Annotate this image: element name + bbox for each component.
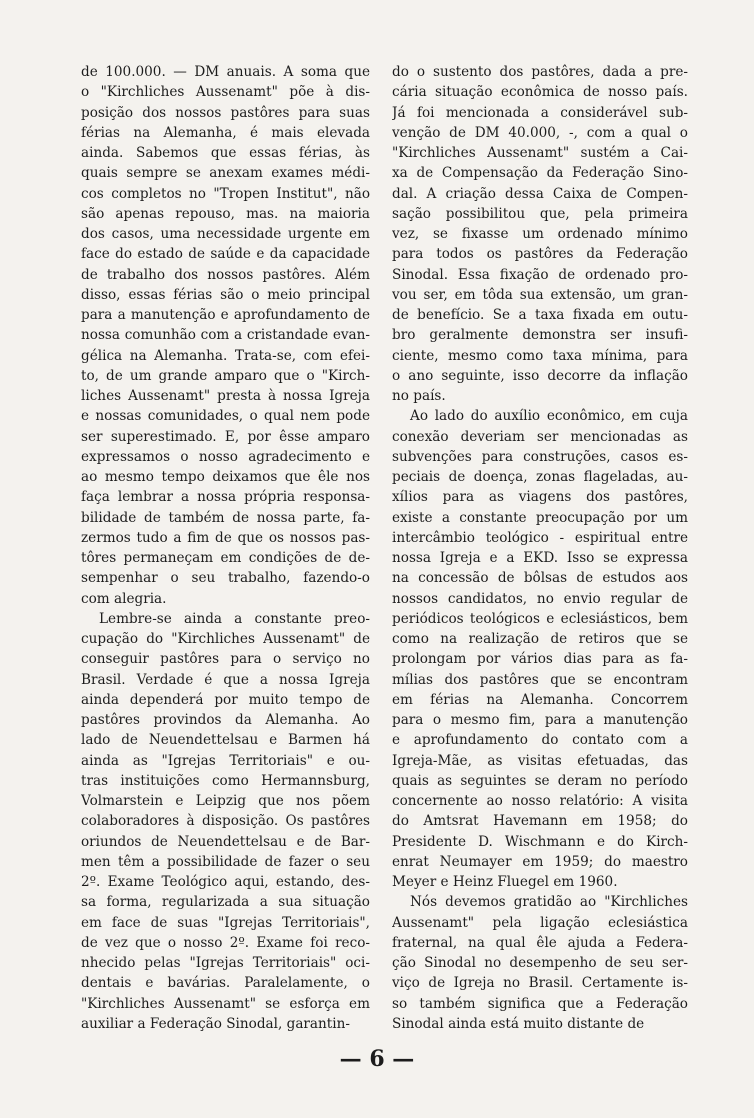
text-line: Sinodal. Essa fixação de ordenado pro-	[392, 266, 688, 283]
text-line: disso, essas férias são o meio principal	[81, 286, 370, 303]
text-line: ser superestimado. E, por êsse amparo	[81, 428, 370, 445]
text-line: nhecido pelas "Igrejas Territoriais" oci-	[81, 955, 370, 971]
text-line: dentais e bavárias. Paralelamente, o	[81, 975, 370, 992]
text-line: nossos candidatos, no envio regular de	[392, 590, 688, 607]
text-line: ção Sinodal no desempenho de seu ser-	[392, 955, 688, 971]
text-line: para a manutenção e aprofundamento de	[81, 307, 370, 323]
right-text-column	[392, 62, 688, 1034]
text-line: viço de Igreja no Brasil. Certamente is-	[392, 975, 688, 992]
text-line: zermos tudo a fim de que os nossos pas-	[81, 529, 370, 546]
text-line: nossa Igreja e a EKD. Isso se expressa	[392, 550, 688, 566]
text-line: expressamos o nosso agradecimento e	[81, 448, 370, 465]
text-line: quais sempre se anexam exames médi-	[81, 165, 370, 182]
text-line: e nossas comunidades, o qual nem pode	[81, 408, 370, 425]
text-line: xa de Compensação da Federação Sino-	[392, 165, 688, 182]
text-line: subvenções para construções, casos es-	[392, 448, 688, 465]
text-line: bro geralmente demonstra ser insufi-	[392, 327, 688, 344]
text-line: do o sustento dos pastôres, dada a pre-	[392, 64, 688, 80]
text-line: Volmarstein e Leipzig que nos põem	[81, 793, 370, 809]
text-line: como na realização de retiros que se	[392, 631, 688, 647]
text-line: Lembre-se ainda a constante preo-	[99, 610, 370, 627]
text-line: do Amtsrat Havemann em 1958; do	[392, 813, 688, 830]
text-line: Presidente D. Wischmann e do Kirch-	[392, 833, 688, 850]
text-line: de benefício. Se a taxa fixada em outu-	[392, 307, 688, 323]
text-line: Já foi mencionada a considerável sub-	[392, 104, 688, 121]
text-line: cária situação econômica de nosso país.	[392, 84, 688, 101]
page-number: — 6 —	[339, 1046, 415, 1072]
text-line: venção de DM 40.000, -, com a qual o	[392, 124, 688, 141]
text-line: vez, se fixasse um ordenado mínimo	[392, 226, 688, 242]
text-line: ainda as "Igrejas Territoriais" e ou-	[81, 752, 370, 769]
text-line: bilidade de também de nossa parte, fa-	[81, 509, 370, 526]
text-line: de trabalho dos nossos pastôres. Além	[81, 266, 370, 283]
text-line: pastôres provindos da Alemanha. Ao	[81, 712, 370, 728]
text-line: enrat Neumayer em 1959; do maestro	[392, 853, 688, 870]
text-line: para o mesmo fim, para a manutenção	[392, 712, 688, 728]
text-line: liches Aussenamt" presta à nossa Igreja	[81, 388, 370, 404]
text-line: de 100.000. — DM anuais. A soma que	[81, 64, 370, 80]
text-line: vou ser, em tôda sua extensão, um gran-	[392, 286, 688, 303]
text-line: e aprofundamento do contato com a	[392, 732, 688, 749]
text-line: faça lembrar a nossa própria responsa-	[81, 489, 370, 506]
text-line: o ano seguinte, isso decorre da inflação	[392, 367, 688, 384]
text-line: de vez que o nosso 2º. Exame foi reco-	[81, 934, 370, 951]
text-line: sação possibilitou que, pela primeira	[392, 205, 688, 222]
text-line: tôres permaneçam em condições de de-	[81, 550, 370, 566]
text-line: "Kirchliches Aussenamt" sustém a Cai-	[392, 145, 688, 161]
text-line: oriundos de Neuendettelsau e de Bar-	[81, 833, 370, 850]
text-line: ciente, mesmo como taxa mínima, para	[392, 347, 688, 364]
text-line: cos completos no "Tropen Institut", não	[81, 185, 370, 202]
text-line: 2º. Exame Teológico aqui, estando, des-	[81, 874, 370, 890]
text-line: dal. A criação dessa Caixa de Compen-	[392, 185, 688, 202]
text-line: colaboradores à disposição. Os pastôres	[81, 813, 370, 830]
text-line: so também significa que a Federação	[392, 995, 688, 1012]
text-line: em face de suas "Igrejas Territoriais",	[81, 914, 370, 931]
text-line: to, de um grande amparo que o "Kirch-	[81, 367, 370, 384]
text-line: posição dos nossos pastôres para suas	[81, 104, 370, 121]
left-text-column	[81, 62, 370, 1034]
text-line: no país.	[392, 388, 446, 404]
text-line: "Kirchliches Aussenamt" se esforça em	[81, 995, 370, 1012]
text-line: lado de Neuendettelsau e Barmen há	[81, 732, 370, 749]
text-line: auxiliar a Federação Sinodal, garantin-	[81, 1015, 350, 1032]
text-line: nossa comunhão com a cristandade evan-	[81, 327, 370, 344]
text-line: prolongam por vários dias para as fa-	[392, 651, 688, 668]
text-line: Sinodal ainda está muito distante de	[392, 1015, 645, 1032]
text-line: cupação do "Kirchliches Aussenamt" de	[81, 631, 370, 647]
text-line: em férias na Alemanha. Concorrem	[392, 691, 688, 708]
text-line: sa forma, regularizada a sua situação	[81, 894, 370, 911]
text-line: peciais de doença, zonas flageladas, au-	[392, 469, 688, 485]
text-line: gélica na Alemanha. Trata-se, com efei-	[81, 347, 370, 364]
text-line: periódicos teológicos e eclesiásticos, bem	[392, 610, 688, 627]
text-line: conexão deveriam ser mencionadas as	[392, 428, 688, 445]
text-line: Ao lado do auxílio econômico, em cuja	[410, 408, 688, 425]
text-line: ao mesmo tempo deixamos que êle nos	[81, 469, 370, 485]
text-line: men têm a possibilidade de fazer o seu	[81, 853, 370, 870]
text-line: o "Kirchliches Aussenamt" põe à dis-	[81, 84, 370, 101]
text-line: fraternal, na qual êle ajuda a Federa-	[392, 934, 688, 951]
text-line: ainda dependerá por muito tempo de	[81, 691, 370, 708]
text-line: para todos os pastôres da Federação	[392, 246, 688, 263]
text-line: xílios para as viagens dos pastôres,	[392, 489, 688, 506]
text-line: intercâmbio teológico - espiritual entre	[392, 529, 688, 546]
text-line: concernente ao nosso relatório: A visita	[392, 793, 688, 809]
text-line: com alegria.	[81, 590, 167, 607]
text-line: são apenas repouso, mas. na maioria	[81, 205, 370, 222]
text-line: na concessão de bôlsas de estudos aos	[392, 570, 688, 587]
text-line: ainda. Sabemos que essas férias, às	[81, 145, 370, 161]
text-line: sempenhar o seu trabalho, fazendo-o	[81, 570, 370, 587]
text-line: Igreja-Mãe, as visitas efetuadas, das	[392, 752, 688, 769]
text-line: Brasil. Verdade é que a nossa Igreja	[81, 671, 370, 688]
text-line: férias na Alemanha, é mais elevada	[81, 124, 370, 141]
text-line: Nós devemos gratidão ao "Kirchliches	[410, 894, 688, 911]
text-line: existe a constante preocupação por um	[392, 509, 688, 526]
text-line: dos casos, uma necessidade urgente em	[81, 226, 370, 242]
text-line: Meyer e Heinz Fluegel em 1960.	[392, 874, 618, 890]
text-line: tras instituições como Hermannsburg,	[81, 772, 370, 789]
text-line: face do estado de saúde e da capacidade	[81, 246, 370, 263]
text-line: Aussenamt" pela ligação eclesiástica	[392, 914, 688, 931]
text-line: conseguir pastôres para o serviço no	[81, 651, 370, 668]
text-line: mílias dos pastôres que se encontram	[392, 671, 688, 688]
text-line: quais as seguintes se deram no período	[392, 772, 688, 789]
